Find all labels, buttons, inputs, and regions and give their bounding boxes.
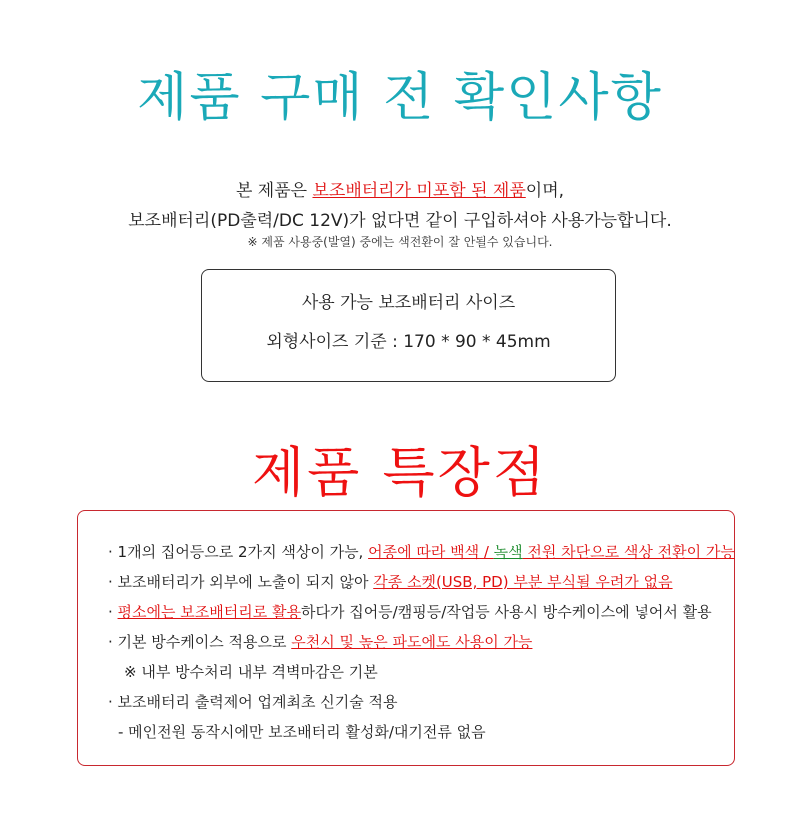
feature-text: · 기본 방수케이스 적용으로 (108, 633, 292, 651)
features-box (77, 510, 735, 766)
feature-subitem: - 메인전원 동작시에만 보조배터리 활성화/대기전류 없음 (118, 723, 486, 741)
size-box-title: 사용 가능 보조배터리 사이즈 (301, 293, 516, 313)
feature-highlight: 어종에 따라 백색 (368, 543, 480, 561)
intro-text: 이며, (525, 181, 565, 201)
features-title: 제품 특장점 (252, 441, 548, 504)
feature-highlight: 전원 차단으로 색상 전환이 가능 (522, 543, 735, 561)
size-box-dimensions: 외형사이즈 기준 : 170 * 90 * 45mm (266, 332, 551, 352)
feature-highlight-green: 녹색 (493, 543, 523, 561)
feature-text: · 1개의 집어등으로 2가지 색상이 가능, (108, 543, 369, 561)
feature-item (108, 571, 673, 592)
intro-text: 본 제품은 (235, 181, 313, 201)
feature-separator: / (479, 543, 494, 561)
feature-item (108, 631, 532, 652)
feature-highlight: 각종 소켓(USB, PD) 부분 부식될 우려가 없음 (373, 573, 673, 591)
feature-text: 하다가 집어등/캠핑등/작업등 사용시 방수케이스에 넣어서 활용 (300, 603, 712, 621)
feature-note: ※ 내부 방수처리 내부 격벽마감은 기본 (124, 663, 378, 681)
feature-item: · 보조배터리 출력제어 업계최초 신기술 적용 (108, 693, 398, 711)
feature-text: · (108, 603, 118, 621)
intro-line-2: 보조배터리(PD출력/DC 12V)가 없다면 같이 구입하셔야 사용가능합니다. (128, 211, 672, 231)
feature-text: · 보조배터리가 외부에 노출이 되지 않아 (108, 573, 374, 591)
page-title: 제품 구매 전 확인사항 (137, 68, 663, 128)
feature-item (108, 541, 735, 562)
intro-highlight: 보조배터리가 미포함 된 제품 (312, 181, 526, 201)
intro-line-1 (0, 176, 800, 201)
battery-size-box (201, 269, 616, 382)
feature-highlight: 우천시 및 높은 파도에도 사용이 가능 (291, 633, 533, 651)
intro-note: ※ 제품 사용중(발열) 중에는 색전환이 잘 안될수 있습니다. (247, 235, 553, 249)
feature-item (108, 601, 712, 622)
feature-highlight: 평소에는 보조배터리로 활용 (117, 603, 301, 621)
